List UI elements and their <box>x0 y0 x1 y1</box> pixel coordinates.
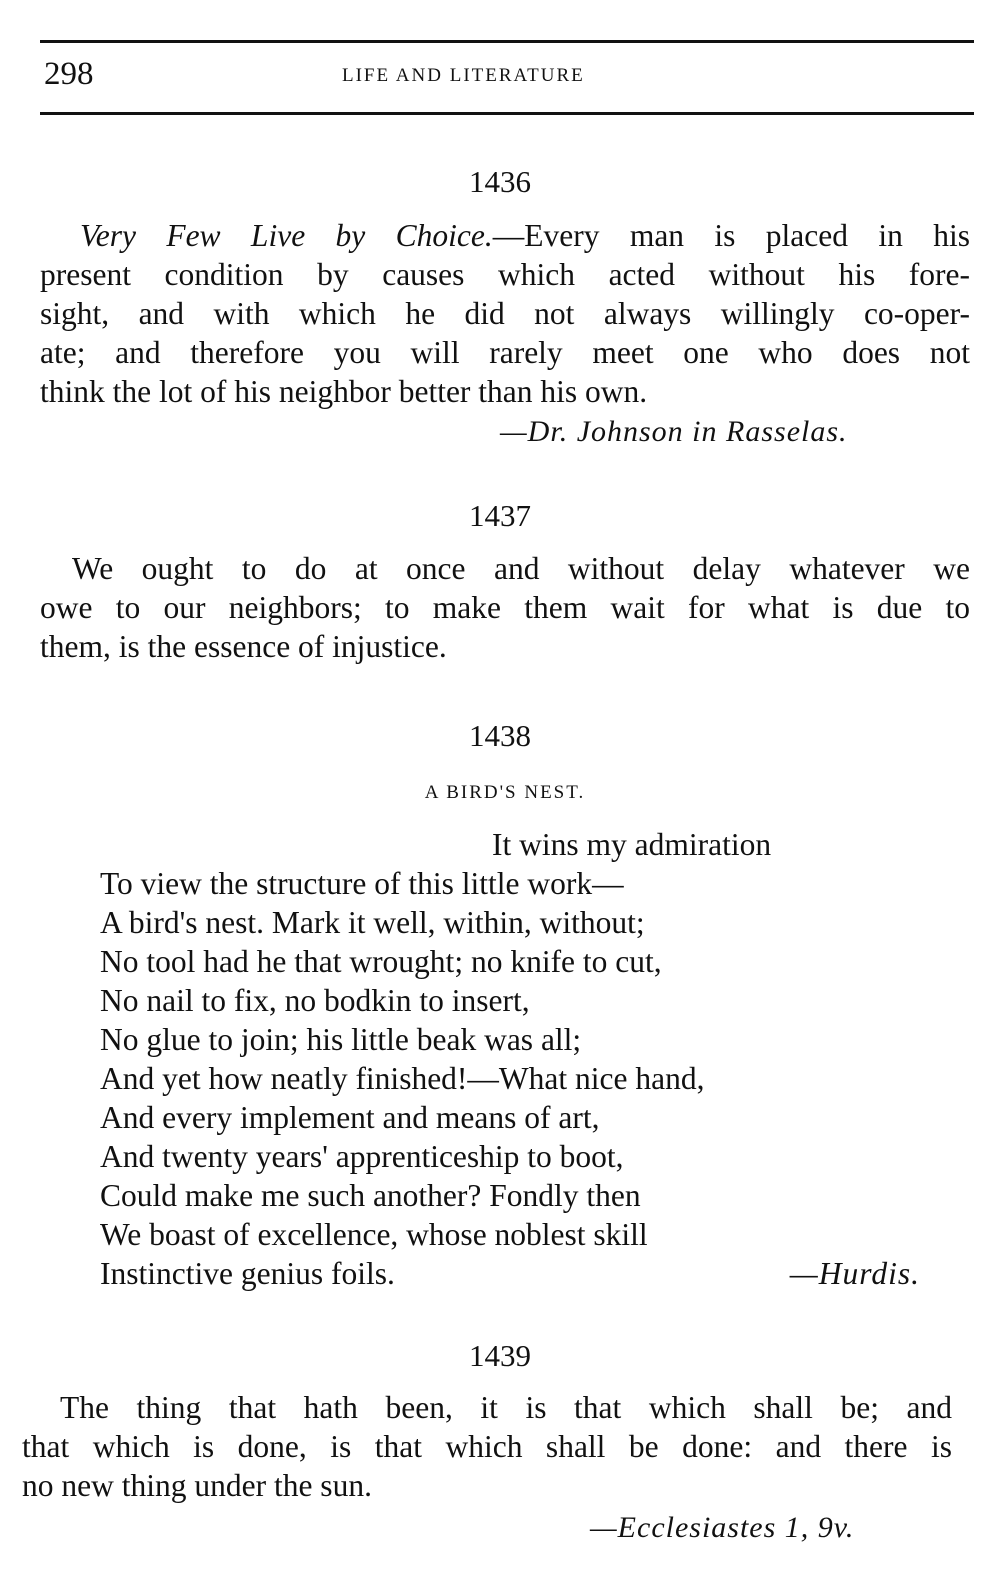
poem-line: To view the structure of this little work— <box>100 866 624 901</box>
entry-number-1439: 1439 <box>469 1338 531 1373</box>
attribution-1436: —Dr. Johnson in Rasselas. <box>500 415 848 448</box>
text-line: We ought to do at once and without delay whatever we <box>72 551 970 586</box>
poem-line: We boast of excellence, whose noblest skill <box>100 1217 648 1252</box>
attribution-1439: —Ecclesiastes 1, 9v. <box>590 1511 855 1544</box>
poem-line: No tool had he that wrought; no knife to cut, <box>100 944 662 979</box>
poem-line: Could make me such another? Fondly then <box>100 1178 641 1213</box>
text-line <box>40 216 970 255</box>
text-line: present condition by causes which acted without his fore- <box>40 257 970 292</box>
text-line: The thing that hath been, it is that which shall be; and <box>60 1390 952 1425</box>
entry-number-1438: 1438 <box>469 718 531 753</box>
text-line: them, is the essence of injustice. <box>40 629 447 664</box>
text-line: no new thing under the sun. <box>22 1468 372 1503</box>
poem-last-line <box>100 1254 920 1293</box>
entry-number-1437: 1437 <box>469 498 531 533</box>
text-line: owe to our neighbors; to make them wait for what is due to <box>40 590 970 625</box>
text-line: ate; and therefore you will rarely meet one who does not <box>40 335 970 370</box>
poem-title: A BIRD'S NEST. <box>424 782 586 803</box>
entry-lead-italic: Very Few Live by Choice. <box>80 218 493 253</box>
page-number: 298 <box>44 56 94 92</box>
poem-line: Instinctive genius foils. <box>100 1256 395 1291</box>
poem-line: No glue to join; his little beak was all; <box>100 1022 582 1057</box>
text-line: that which is done, is that which shall be done: and there is <box>22 1429 952 1464</box>
running-title: LIFE AND LITERATURE <box>342 65 585 86</box>
poem-line: It wins my admiration <box>492 827 772 862</box>
entry-text-1436 <box>40 216 970 411</box>
header-top-rule <box>40 40 974 43</box>
poem-line: A bird's nest. Mark it well, within, without; <box>100 905 645 940</box>
poem-line: And every implement and means of art, <box>100 1100 600 1135</box>
header-bottom-rule <box>40 112 974 115</box>
text-line: sight, and with which he did not always willingly co-oper- <box>40 296 970 331</box>
entry-number-1436: 1436 <box>469 164 531 199</box>
poem-line: And twenty years' apprenticeship to boot, <box>100 1139 624 1174</box>
attribution-1438: —Hurdis. <box>789 1256 920 1291</box>
poem-line: No nail to fix, no bodkin to insert, <box>100 983 530 1018</box>
poem-line: And yet how neatly finished!—What nice hand, <box>100 1061 705 1096</box>
entry-text-1439 <box>22 1388 952 1505</box>
poem <box>100 825 920 1293</box>
text-line-fragment: —Every man is placed in his <box>492 218 970 253</box>
entry-text-1437 <box>40 549 970 666</box>
text-line: think the lot of his neighbor better than his own. <box>40 374 648 409</box>
